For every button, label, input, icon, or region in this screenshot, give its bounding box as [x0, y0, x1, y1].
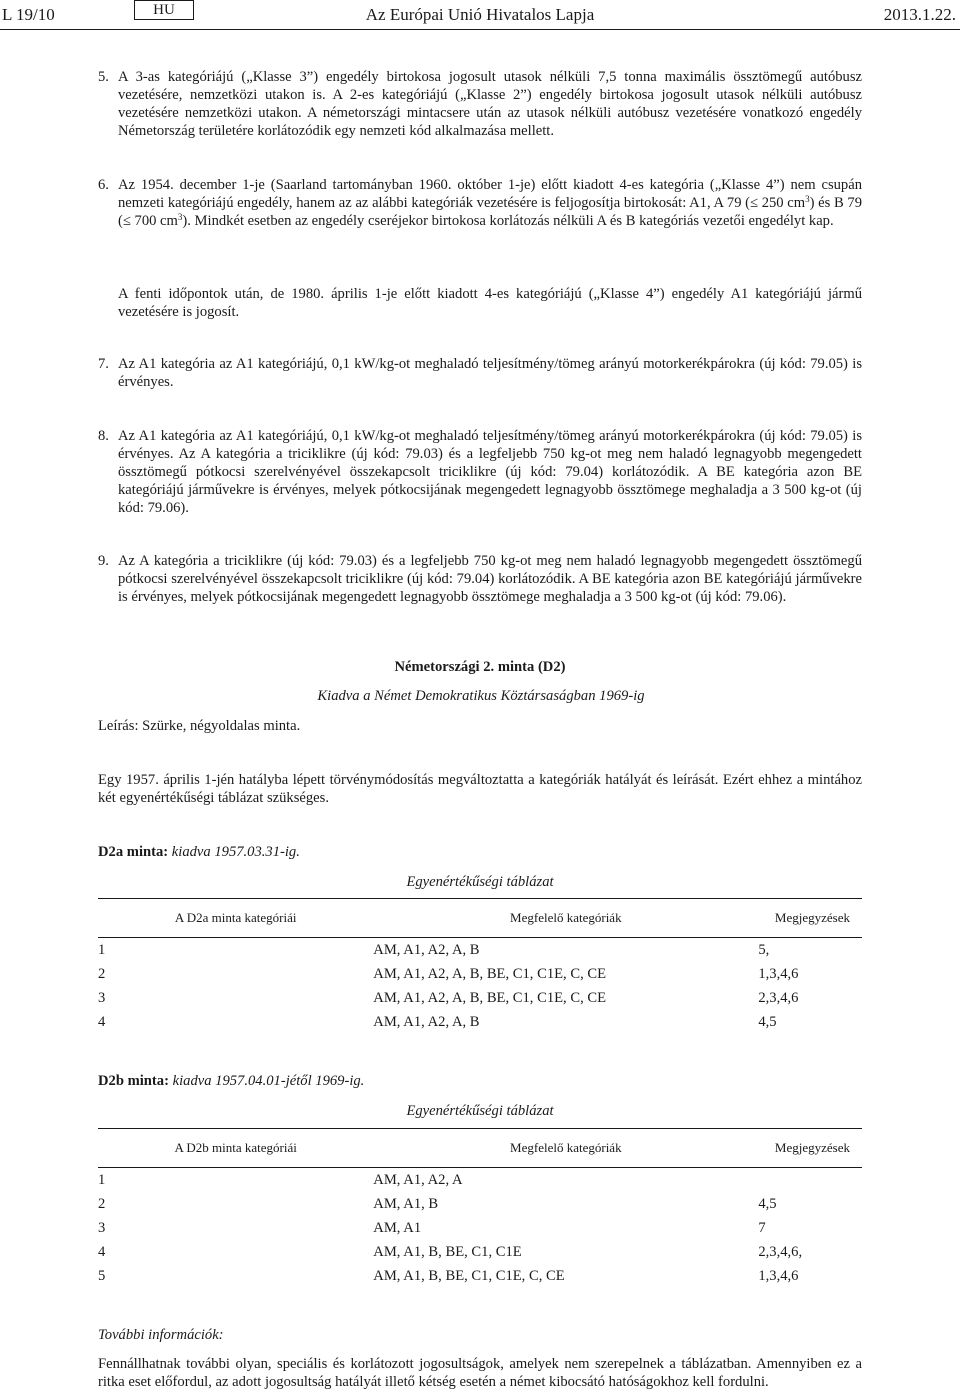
table-cell: 3 [98, 990, 106, 1006]
table-cell: AM, A1, B, BE, C1, C1E [373, 1244, 522, 1260]
column-header: Megfelelő kategóriák [373, 1129, 758, 1168]
table-cell: 5 [98, 1268, 106, 1284]
table-row [98, 986, 862, 1010]
item-6-paragraph-2: A fenti időpontok után, de 1980. április 1-je előtt kiadott 4-es kategóriájú („Klasse 4”) engedély A1 kategóriájú jármű vezetésére is jogosít. [118, 286, 862, 320]
column-header: Megjegyzések [758, 899, 862, 938]
item-text: Az 1954. december 1-je (Saarland tartományban 1960. október 1-je) előtt kiadott 4-es kategória („Klasse 4”) nem csupán nemzeti kategóriájú engedély, hanem az az alábbi kategóriák vezetésére is feljogosítja birtokosát: A1, A 79 (≤ 250 $cm^3$) és B 79 (≤ 700 $cm^3$). Mindkét esetben az engedély cseréjekor birtokosa korlátozás nélküli A és B kategóriás vezetői engedélyt kap. [118, 177, 862, 229]
d2a-equivalence-table [98, 898, 862, 1034]
item-number: 7. [98, 356, 109, 372]
table-cell: 2 [98, 1196, 106, 1212]
table-cell: 5, [758, 942, 770, 958]
table-cell: 2,3,4,6, [758, 1244, 803, 1260]
table-cell [758, 1168, 862, 1193]
column-header: Megfelelő kategóriák [373, 899, 758, 938]
item-number: 5. [98, 69, 109, 85]
d2b-equivalence-table [98, 1128, 862, 1288]
item-number: 9. [98, 553, 109, 569]
table-cell: 2,3,4,6 [758, 990, 799, 1006]
table-cell: AM, A1, B [373, 1196, 439, 1212]
table-header-row [98, 899, 862, 938]
list-item-9 [98, 552, 862, 606]
list-item-5 [98, 68, 862, 140]
further-info-heading: További információk: [98, 1327, 224, 1343]
header-rule [0, 29, 960, 30]
d2b-table-title: Egyenértékűségi táblázat [406, 1103, 554, 1119]
table-cell: 4,5 [758, 1014, 777, 1030]
d2b-heading: D2b minta: kiadva 1957.04.01-jétől 1969-ig. [98, 1073, 365, 1089]
list-item-8 [98, 427, 862, 517]
table-cell: 1,3,4,6 [758, 1268, 799, 1284]
table-row [98, 1192, 862, 1216]
item-text: A 3-as kategóriájú („Klasse 3”) engedély birtokosa jogosult utasok nélküli 7,5 tonna maximális össztömegű autóbusz vezetésére, nemzetközi utakon is. A 2-es kategóriájú („Klasse 2”) engedély birtokosa jogosult utasok nélküli autóbusz vezetésére nemzetközi utakon. A németországi mintacsere után az utasok nélküli autóbusz vezetésére vonatkozó engedély Németország területére korlátozódik egy nemzeti kód alkalmazása mellett. [118, 69, 862, 139]
list-item-6 [98, 176, 862, 230]
table-cell: 4,5 [758, 1196, 777, 1212]
issue-date: 2013.1.22. [883, 5, 956, 24]
further-info-text: Fennállhatnak további olyan, speciális és korlátozott jogosultságok, amelyek nem szerepelnek a táblázatban. Amennyiben ez a ritka eset előfordul, az adott jogosultság hatályát illető kétség esetén a német kibocsátó hatóságokhoz kell fordulni. [98, 1356, 862, 1390]
table-row [98, 1240, 862, 1264]
section-intro: Egy 1957. április 1-jén hatályba lépett törvénymódosítás megváltoztatta a kategóriák hatályát és leírását. Ezért ehhez a mintához két egyenértékűségi táblázat szükséges. [98, 772, 862, 806]
item-text: Az A1 kategória az A1 kategóriájú, 0,1 kW/kg-ot meghaladó teljesítmény/tömeg arányú motorkerékpárokra (új kód: 79.05) is érvényes. Az A kategória a triciklikre (új kód: 79.03) és a legfeljebb 750 kg-ot meg nem haladó legnagyobb megengedett össztömegű pótkocsi szerelvényével összekapcsolt triciklikre (új kód: 79.04) korlátozódik. A BE kategória azon BE kategóriájú járművekre is érvényes, melyek pótkocsijának megengedett legnagyobb össztömege meghaladja a 3 500 kg-ot (új kód: 79.06). [118, 428, 862, 516]
section-subtitle: Kiadva a Német Demokratikus Köztársaságban 1969-ig [317, 688, 645, 704]
table-cell: AM, A1 [373, 1220, 422, 1236]
table-row [98, 1216, 862, 1240]
column-header: A D2b minta kategóriái [98, 1129, 373, 1168]
table-cell: 7 [758, 1220, 766, 1236]
table-cell: 4 [98, 1014, 106, 1030]
table-cell: AM, A1, A2, A, B, BE, C1, C1E, C, CE [373, 966, 607, 982]
table-cell: AM, A1, A2, A, B [373, 942, 480, 958]
table-row [98, 1264, 862, 1288]
list-item-7 [98, 355, 862, 391]
d2a-heading: D2a minta: kiadva 1957.03.31-ig. [98, 844, 300, 860]
page-header [0, 0, 960, 26]
page-number: L 19/10 [2, 5, 55, 24]
table-cell: 4 [98, 1244, 106, 1260]
table-cell: 3 [98, 1220, 106, 1236]
table-cell: 1 [98, 942, 106, 958]
d2a-table-title: Egyenértékűségi táblázat [406, 874, 554, 890]
table-cell: AM, A1, B, BE, C1, C1E, C, CE [373, 1268, 565, 1284]
column-header: Megjegyzések [758, 1129, 862, 1168]
journal-title: Az Európai Unió Hivatalos Lapja [365, 5, 595, 24]
table-cell: 2 [98, 966, 106, 982]
item-text: Az A1 kategória az A1 kategóriájú, 0,1 kW/kg-ot meghaladó teljesítmény/tömeg arányú motorkerékpárokra (új kód: 79.05) is érvényes. [118, 356, 862, 390]
table-header-row [98, 1129, 862, 1168]
table-row [98, 1168, 862, 1193]
item-text: Az A kategória a triciklikre (új kód: 79.03) és a legfeljebb 750 kg-ot meg nem haladó legnagyobb megengedett össztömegű pótkocsi szerelvényével összekapcsolt triciklikre (új kód: 79.04) korlátozódik. A BE kategória azon BE kategóriájú járművekre is érvényes, melyek pótkocsijának megengedett legnagyobb össztömege meghaladja a 3 500 kg-ot (új kód: 79.06). [118, 553, 862, 605]
table-row [98, 938, 862, 963]
language-badge: HU [134, 0, 194, 20]
table-row [98, 1010, 862, 1034]
model-description: Leírás: Szürke, négyoldalas minta. [98, 718, 301, 734]
table-row [98, 962, 862, 986]
table-cell: AM, A1, A2, A, B [373, 1014, 480, 1030]
item-number: 8. [98, 428, 109, 444]
table-cell: AM, A1, A2, A [373, 1172, 463, 1188]
table-cell: 1 [98, 1172, 106, 1188]
section-title: Németországi 2. minta (D2) [394, 659, 566, 675]
item-number: 6. [98, 177, 109, 193]
table-cell: AM, A1, A2, A, B, BE, C1, C1E, C, CE [373, 990, 607, 1006]
table-cell: 1,3,4,6 [758, 966, 799, 982]
column-header: A D2a minta kategóriái [98, 899, 373, 938]
